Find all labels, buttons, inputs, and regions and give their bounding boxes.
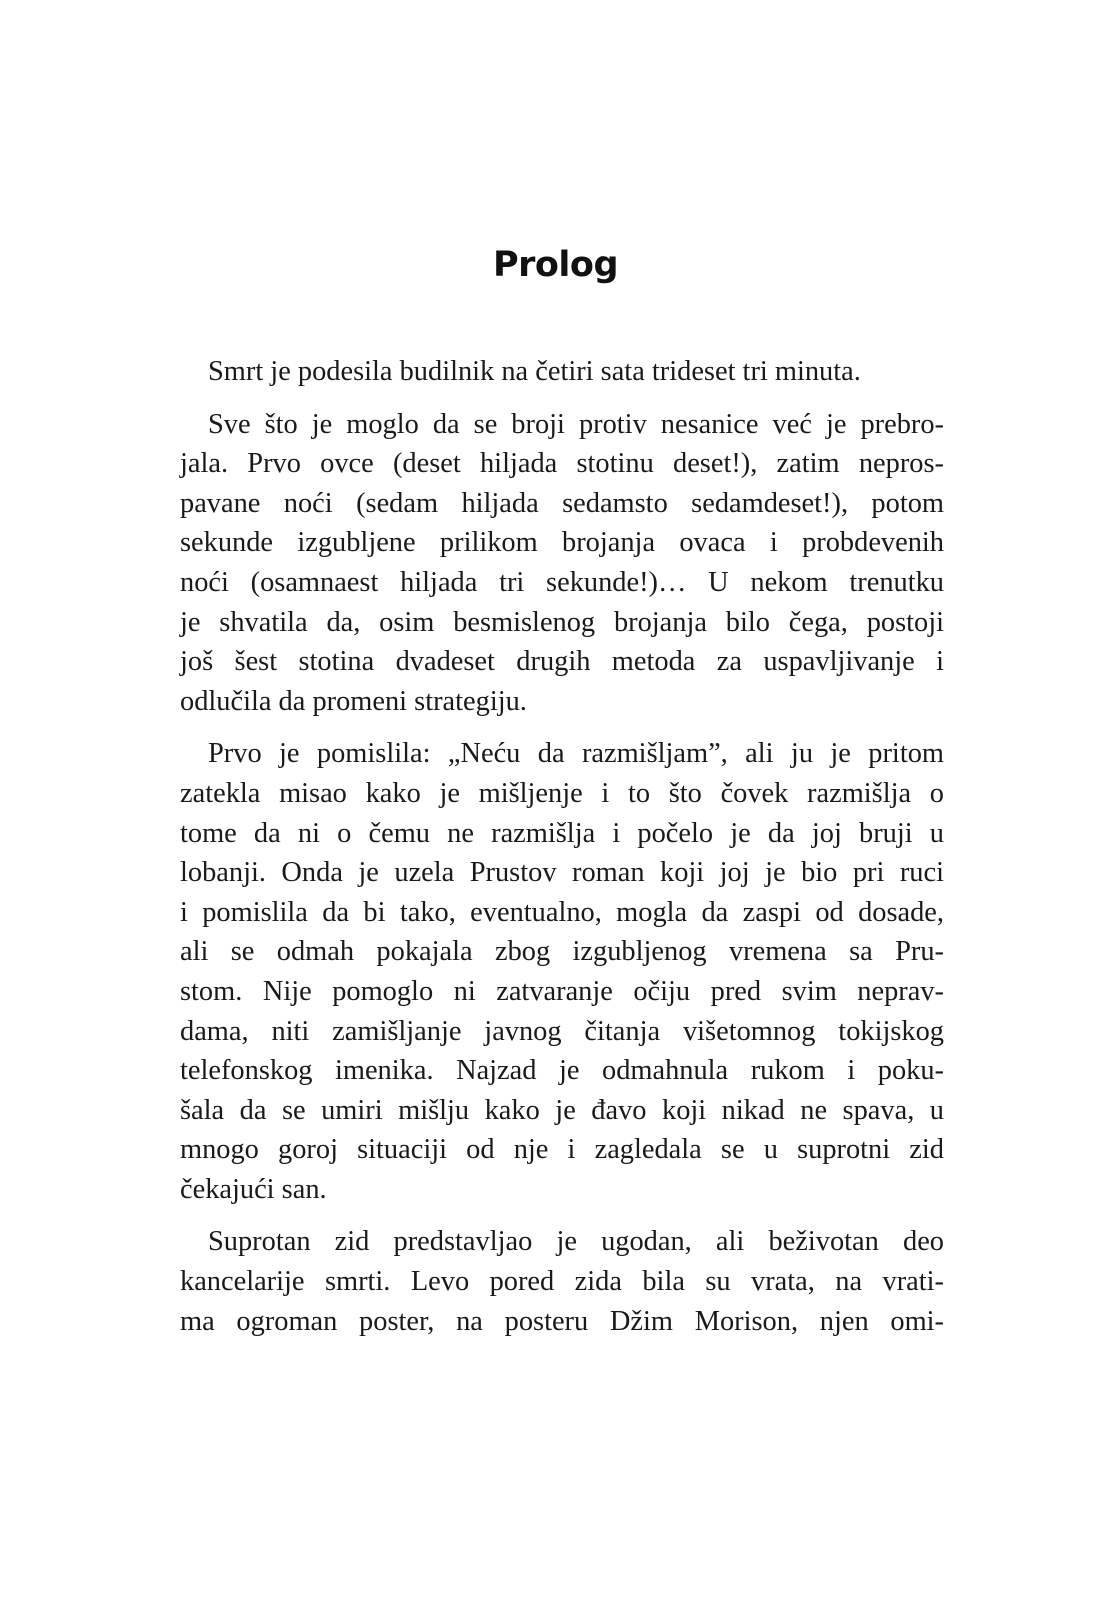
text-line: je shvatila da, osim besmislenog brojanja bilo čega, postoji <box>180 606 944 638</box>
paragraph-4 <box>180 1222 944 1341</box>
chapter-title: Prolog <box>492 245 619 286</box>
text-line: ma ogroman poster, na posteru Džim Morison, njen omi- <box>180 1305 944 1337</box>
text-line: noći (osamnaest hiljada tri sekunde!)… U nekom trenutku <box>180 566 944 598</box>
text-line: Sve što je moglo da se broji protiv nesanice već je prebro- <box>208 408 944 440</box>
text-line: telefonskog imenika. Najzad je odmahnula rukom i poku- <box>180 1055 944 1087</box>
text-line: ali se odmah pokajala zbog izgubljenog vremena sa Pru- <box>180 936 944 968</box>
text-line: odlučila da promeni strategiju. <box>180 685 527 717</box>
text-line: Prvo je pomislila: „Neću da razmišljam”, ali ju je pritom <box>208 738 944 770</box>
text-line: sekunde izgubljene prilikom brojanja ovaca i probdevenih <box>180 527 944 559</box>
text-line: mnogo goroj situaciji od nje i zagledala se u suprotni zid <box>180 1134 944 1166</box>
text-line: kancelarije smrti. Levo pored zida bila su vrata, na vrati- <box>180 1266 944 1298</box>
text-line: jala. Prvo ovce (deset hiljada stotinu deset!), zatim nepros- <box>180 448 944 480</box>
text-line: lobanji. Onda je uzela Prustov roman koji joj je bio pri ruci <box>180 857 944 889</box>
paragraph-2 <box>180 405 944 722</box>
text-line: šala da se umiri mišlju kako je đavo koji nikad ne spava, u <box>180 1094 944 1126</box>
text-line: stom. Nije pomoglo ni zatvaranje očiju pred svim neprav- <box>180 975 944 1007</box>
text-line: Smrt je podesila budilnik na četiri sata trideset tri minuta. <box>208 356 861 387</box>
text-line: zatekla misao kako je mišljenje i to što čovek razmišlja o <box>180 777 944 809</box>
text-line: dama, niti zamišljanje javnog čitanja višetomnog tokijskog <box>180 1015 944 1047</box>
text-line: Suprotan zid predstavljao je ugodan, ali beživotan deo <box>208 1226 944 1258</box>
paragraph-1 <box>180 352 944 392</box>
text-line: još šest stotina dvadeset drugih metoda za uspavljivanje i <box>180 646 944 678</box>
paragraph-3 <box>180 734 944 1209</box>
text-line: tome da ni o čemu ne razmišlja i počelo je da joj bruji u <box>180 817 944 849</box>
chapter-body <box>180 352 944 1354</box>
text-line: pavane noći (sedam hiljada sedamsto sedamdeset!), potom <box>180 487 944 519</box>
text-line: i pomislila da bi tako, eventualno, mogla da zaspi od dosade, <box>180 896 944 928</box>
text-line: čekajući san. <box>180 1173 327 1205</box>
